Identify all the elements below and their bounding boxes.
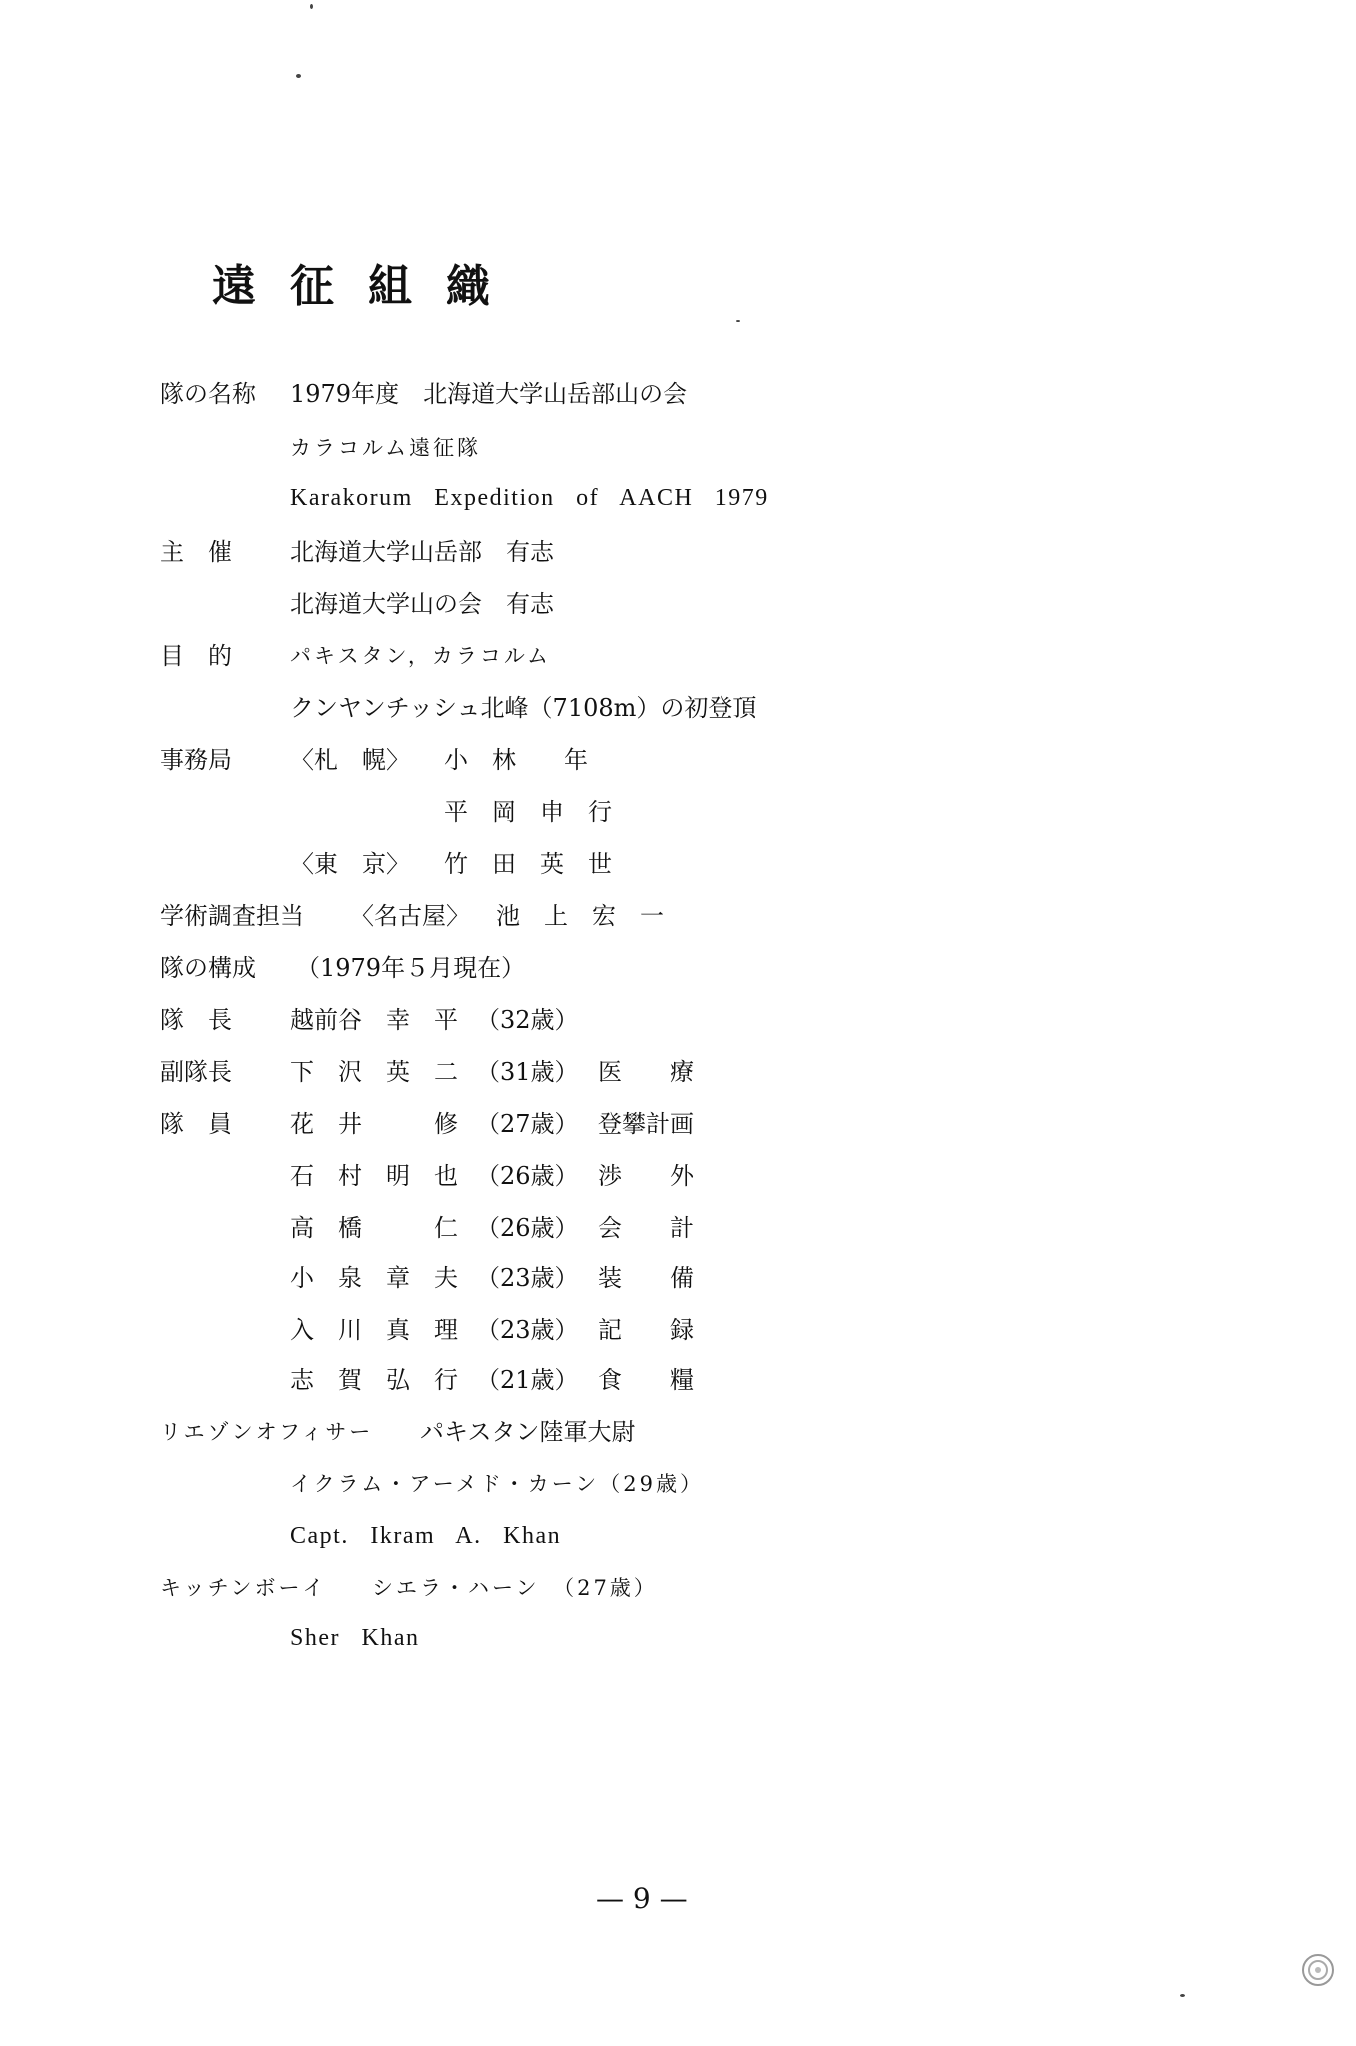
member-name: 石 村 明 也 bbox=[290, 1162, 458, 1190]
page-title: 遠征組織 bbox=[212, 261, 524, 312]
member-age: （32歳） bbox=[476, 1006, 579, 1034]
purpose-2: クンヤンチッシュ北峰（7108m）の初登頂 bbox=[290, 694, 757, 722]
kitchen-name-kana: シエラ・ハーン （27歳） bbox=[372, 1576, 658, 1600]
expedition-name-jp: 1979年度 北海道大学山岳部山の会 bbox=[290, 380, 688, 408]
member-age: （23歳） bbox=[476, 1316, 579, 1344]
member-name: 入 川 真 理 bbox=[290, 1316, 458, 1344]
member-age: （23歳） bbox=[476, 1264, 579, 1292]
office-label: 事務局 bbox=[160, 746, 232, 774]
purpose-1: パキスタン，カラコルム bbox=[290, 644, 552, 668]
member-name: 下 沢 英 二 bbox=[290, 1058, 458, 1086]
member-name: 花 井 修 bbox=[290, 1110, 458, 1138]
office-tokyo-city: 〈東 京〉 bbox=[290, 850, 410, 878]
member-name: 志 賀 弘 行 bbox=[290, 1366, 458, 1394]
library-stamp-icon bbox=[1300, 1952, 1336, 1988]
purpose-label: 目 的 bbox=[160, 642, 232, 670]
member-age: （26歳） bbox=[476, 1214, 579, 1242]
office-tokyo-member-1: 竹 田 英 世 bbox=[444, 850, 612, 878]
member-duty: 医 療 bbox=[598, 1058, 694, 1086]
host-2: 北海道大学山の会 有志 bbox=[290, 590, 554, 618]
scan-speck bbox=[736, 320, 740, 322]
member-role: 副隊長 bbox=[160, 1058, 232, 1086]
member-duty: 装 備 bbox=[598, 1264, 694, 1292]
member-name: 越前谷 幸 平 bbox=[290, 1006, 458, 1034]
member-duty: 食 糧 bbox=[598, 1366, 694, 1394]
page-number: — 9 — bbox=[596, 1882, 688, 1915]
member-role: 隊 長 bbox=[160, 1006, 232, 1034]
member-age: （27歳） bbox=[476, 1110, 579, 1138]
name-label: 隊の名称 bbox=[160, 380, 256, 408]
composition-note: （1979年５月現在） bbox=[296, 954, 526, 982]
liaison-name-en: Capt. Ikram A. Khan bbox=[290, 1523, 562, 1549]
composition-label: 隊の構成 bbox=[160, 954, 256, 982]
member-name: 小 泉 章 夫 bbox=[290, 1264, 458, 1292]
member-duty: 記 録 bbox=[598, 1316, 694, 1344]
host-1: 北海道大学山岳部 有志 bbox=[290, 538, 554, 566]
kitchen-label: キッチンボーイ bbox=[160, 1576, 327, 1600]
research-label: 学術調査担当 bbox=[160, 902, 304, 930]
liaison-name-kana: イクラム・アーメド・カーン（29歳） bbox=[290, 1472, 704, 1496]
expedition-name-kana: カラコルム遠征隊 bbox=[290, 436, 482, 460]
liaison-rank: パキスタン陸軍大尉 bbox=[420, 1418, 636, 1446]
office-sapporo-member-2: 平 岡 申 行 bbox=[444, 798, 612, 826]
member-duty: 登攀計画 bbox=[598, 1110, 694, 1138]
research-city: 〈名古屋〉 bbox=[350, 902, 470, 930]
expedition-name-en: Karakorum Expedition of AACH 1979 bbox=[290, 485, 769, 511]
office-sapporo-member-1: 小 林 年 bbox=[444, 746, 588, 774]
member-duty: 会 計 bbox=[598, 1214, 694, 1242]
office-sapporo-city: 〈札 幌〉 bbox=[290, 746, 410, 774]
member-name: 高 橋 仁 bbox=[290, 1214, 458, 1242]
scan-speck bbox=[310, 4, 313, 9]
research-person: 池 上 宏 一 bbox=[496, 902, 664, 930]
liaison-label: リエゾンオフィサー bbox=[160, 1420, 374, 1444]
member-duty: 渉 外 bbox=[598, 1162, 694, 1190]
member-age: （26歳） bbox=[476, 1162, 579, 1190]
host-label: 主 催 bbox=[160, 538, 232, 566]
member-age: （21歳） bbox=[476, 1366, 579, 1394]
scan-speck bbox=[1180, 1994, 1185, 1997]
member-age: （31歳） bbox=[476, 1058, 579, 1086]
member-role: 隊 員 bbox=[160, 1110, 232, 1138]
kitchen-name-en: Sher Khan bbox=[290, 1625, 420, 1651]
scan-speck bbox=[296, 74, 301, 78]
